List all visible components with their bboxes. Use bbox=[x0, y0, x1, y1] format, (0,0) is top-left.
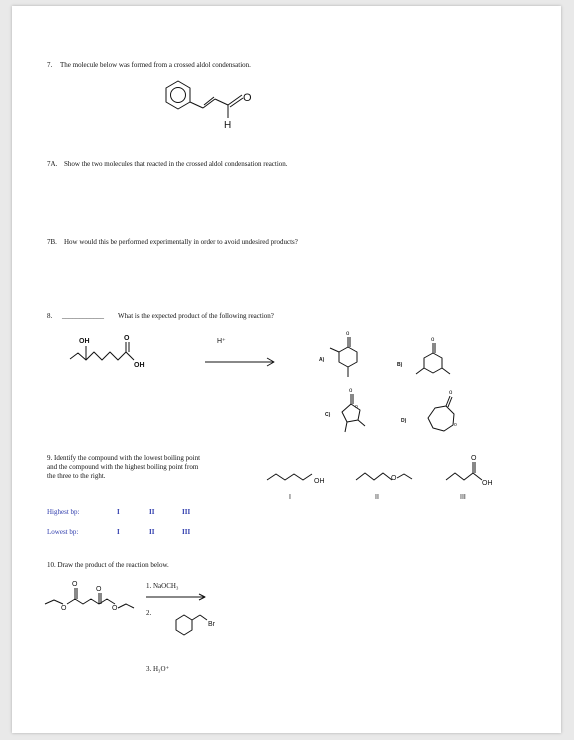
worksheet-page bbox=[12, 6, 561, 733]
q9-highest-label: Highest bp: bbox=[47, 508, 80, 516]
q10-text: 10. Draw the product of the reaction below. bbox=[47, 561, 169, 569]
q8-choice-d-o: o bbox=[449, 390, 453, 396]
q7-number: 7. bbox=[47, 61, 53, 69]
q10-step-2: 2. bbox=[146, 609, 152, 617]
q8-reactant-structure bbox=[70, 335, 145, 369]
q10-diester-structure bbox=[45, 581, 134, 612]
q8-choice-d-label[interactable]: D) bbox=[401, 418, 407, 424]
q8-number: 8. bbox=[47, 312, 53, 320]
q8-choice-c-o: o bbox=[349, 388, 353, 394]
q10-ester-o2: O bbox=[112, 605, 118, 612]
q9-compound-i-oh: OH bbox=[314, 478, 325, 485]
q9-compound-ii-o: O bbox=[391, 475, 397, 482]
q9-text-line-1: 9. Identify the compound with the lowest boiling point bbox=[47, 454, 201, 462]
q8-choice-b-label[interactable]: B) bbox=[397, 362, 403, 368]
q9-compound-iii-structure bbox=[446, 455, 493, 487]
q8-reactant-oh2-label: OH bbox=[134, 362, 145, 369]
q7b-text: How would this be performed experimentally in order to avoid undesired products? bbox=[64, 238, 298, 246]
q8-choice-a-structure bbox=[330, 331, 357, 377]
q8-reaction-arrow bbox=[205, 358, 274, 366]
q8-choice-d-structure bbox=[428, 390, 457, 431]
q10-step-1: 1. NaOCH₃ bbox=[146, 582, 179, 590]
q8-choice-c-ring-o: o bbox=[355, 404, 358, 410]
q7b-label: 7B. bbox=[47, 238, 57, 246]
q7-aldol-product-structure bbox=[166, 81, 252, 131]
q9-compound-ii-numeral: II bbox=[375, 494, 379, 501]
q8-choice-d-ring-o: o bbox=[454, 422, 457, 428]
q10-reaction-arrow bbox=[146, 594, 205, 600]
q8-choice-b-o: o bbox=[431, 337, 435, 343]
q8-choice-c-structure bbox=[342, 388, 365, 432]
q9-compound-i-numeral: I bbox=[289, 494, 291, 501]
q10-carbonyl-o2: O bbox=[96, 586, 102, 593]
q8-answer-blank[interactable]: ____________ bbox=[62, 312, 104, 320]
q9-lowest-option-iii[interactable]: III bbox=[182, 528, 191, 536]
q9-text-line-3: the three to the right. bbox=[47, 472, 106, 480]
q8-reactant-oh-label: OH bbox=[79, 338, 90, 345]
chemistry-drawings bbox=[12, 6, 561, 733]
q8-choice-a-label[interactable]: A) bbox=[319, 357, 325, 363]
q9-compound-i-structure bbox=[267, 474, 325, 485]
q9-compound-ii-structure bbox=[356, 473, 412, 482]
q8-choice-b-structure bbox=[416, 337, 450, 374]
q9-highest-option-iii[interactable]: III bbox=[182, 508, 191, 516]
q10-carbonyl-o1: O bbox=[72, 581, 78, 588]
q7a-label: 7A. bbox=[47, 160, 58, 168]
q8-text: What is the expected product of the following reaction? bbox=[118, 312, 274, 320]
q8-choice-c-label[interactable]: C) bbox=[325, 412, 331, 418]
q8-reactant-o-label: O bbox=[124, 335, 130, 342]
q9-compound-iii-o: O bbox=[471, 455, 477, 462]
q9-compound-iii-numeral: III bbox=[460, 494, 466, 501]
q9-highest-option-ii[interactable]: II bbox=[149, 508, 155, 516]
q7-text: The molecule below was formed from a crossed aldol condensation. bbox=[60, 61, 251, 69]
q10-bromomethylcyclohexane bbox=[176, 615, 216, 635]
q9-compound-iii-oh: OH bbox=[482, 480, 493, 487]
q7a-text: Show the two molecules that reacted in the crossed aldol condensation reaction. bbox=[64, 160, 288, 168]
q9-highest-option-i[interactable]: I bbox=[117, 508, 120, 516]
q9-lowest-label: Lowest bp: bbox=[47, 528, 79, 536]
q7-oxygen-label: O bbox=[243, 92, 252, 104]
q10-step-3: 3. H₃O⁺ bbox=[146, 665, 170, 673]
q9-lowest-option-i[interactable]: I bbox=[117, 528, 120, 536]
q7-hydrogen-label: H bbox=[224, 120, 232, 131]
q10-ester-o1: O bbox=[61, 605, 67, 612]
q8-reagent: H⁺ bbox=[217, 338, 226, 345]
q9-lowest-option-ii[interactable]: II bbox=[149, 528, 155, 536]
q10-br-label: Br bbox=[208, 621, 215, 628]
q9-text-line-2: and the compound with the highest boiling point from bbox=[47, 463, 199, 471]
q8-choice-a-o: o bbox=[346, 331, 350, 337]
